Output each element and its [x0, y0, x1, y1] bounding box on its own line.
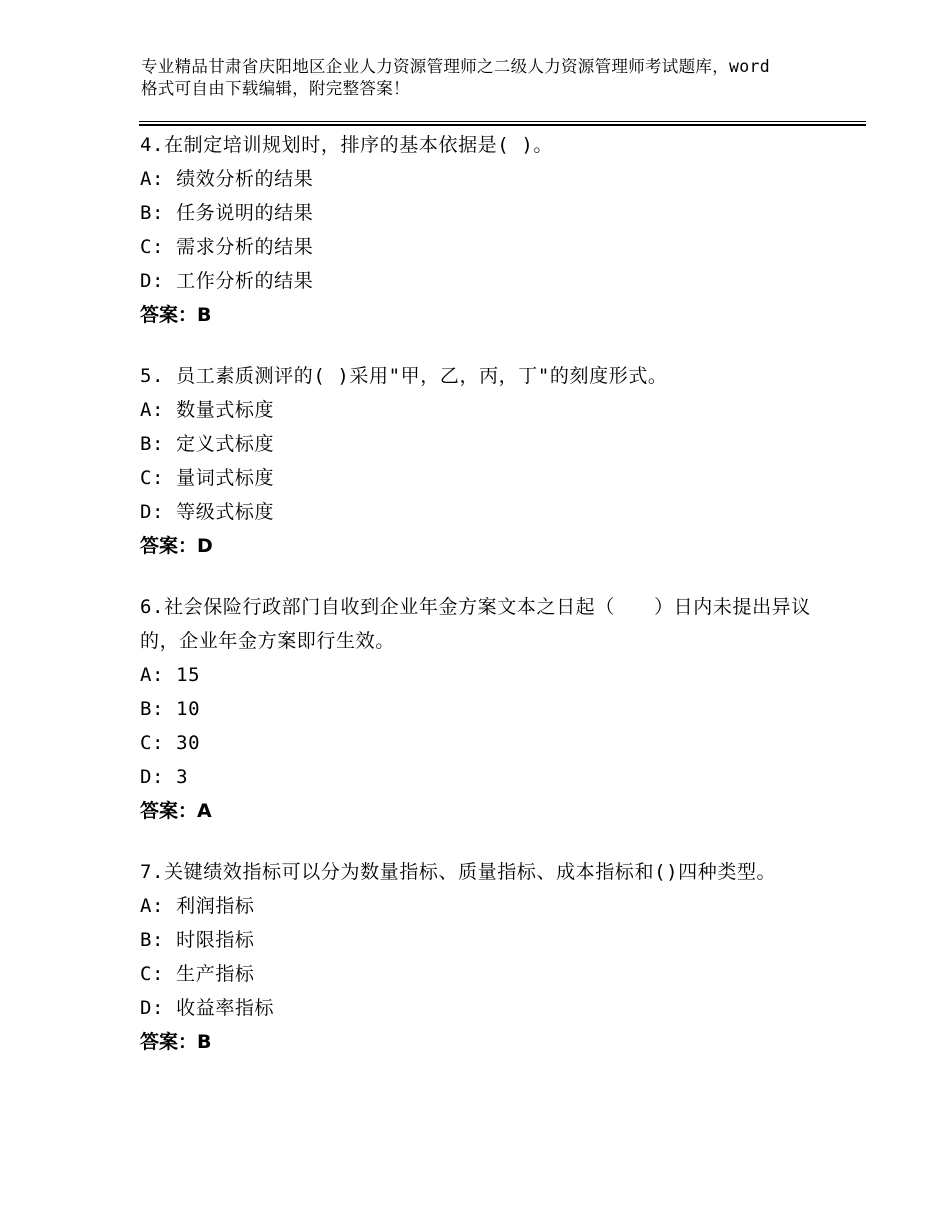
answer-line: 答案：A [140, 800, 212, 822]
option-b: B: 时限指标 [140, 929, 255, 951]
option-a: A: 数量式标度 [140, 399, 275, 421]
question-stem: 6.社会保险行政部门自收到企业年金方案文本之日起（ ）日内未提出异议的，企业年金方案即行生效。 [140, 596, 811, 652]
option-d: D: 收益率指标 [140, 997, 275, 1019]
option-b: B: 10 [140, 698, 201, 720]
answer-line: 答案：B [140, 304, 212, 326]
option-a: A: 利润指标 [140, 895, 255, 917]
option-c: C: 30 [140, 732, 201, 754]
option-b: B: 定义式标度 [140, 433, 275, 455]
question-4 [140, 128, 820, 332]
option-d: D: 3 [140, 766, 189, 788]
header-divider-thick [139, 124, 866, 126]
option-b: B: 任务说明的结果 [140, 202, 314, 224]
question-stem: 7.关键绩效指标可以分为数量指标、质量指标、成本指标和()四种类型。 [140, 861, 777, 883]
option-c: C: 需求分析的结果 [140, 236, 314, 258]
option-d: D: 工作分析的结果 [140, 270, 314, 292]
header-divider-thin [139, 121, 866, 122]
option-d: D: 等级式标度 [140, 501, 275, 523]
question-list [140, 128, 820, 1086]
question-7 [140, 855, 820, 1059]
question-5 [140, 359, 820, 563]
answer-line: 答案：B [140, 1031, 212, 1053]
question-6 [140, 590, 820, 828]
answer-line: 答案：D [140, 535, 213, 557]
option-a: A: 绩效分析的结果 [140, 168, 314, 190]
question-stem: 4.在制定培训规划时，排序的基本依据是( )。 [140, 134, 553, 156]
document-header: 专业精品甘肃省庆阳地区企业人力资源管理师之二级人力资源管理师考试题库，word格式可自由下载编辑，附完整答案！ [141, 57, 770, 98]
option-a: A: 15 [140, 664, 201, 686]
option-c: C: 量词式标度 [140, 467, 275, 489]
question-stem: 5. 员工素质测评的( )采用"甲，乙，丙，丁"的刻度形式。 [140, 365, 668, 387]
option-c: C: 生产指标 [140, 963, 255, 985]
